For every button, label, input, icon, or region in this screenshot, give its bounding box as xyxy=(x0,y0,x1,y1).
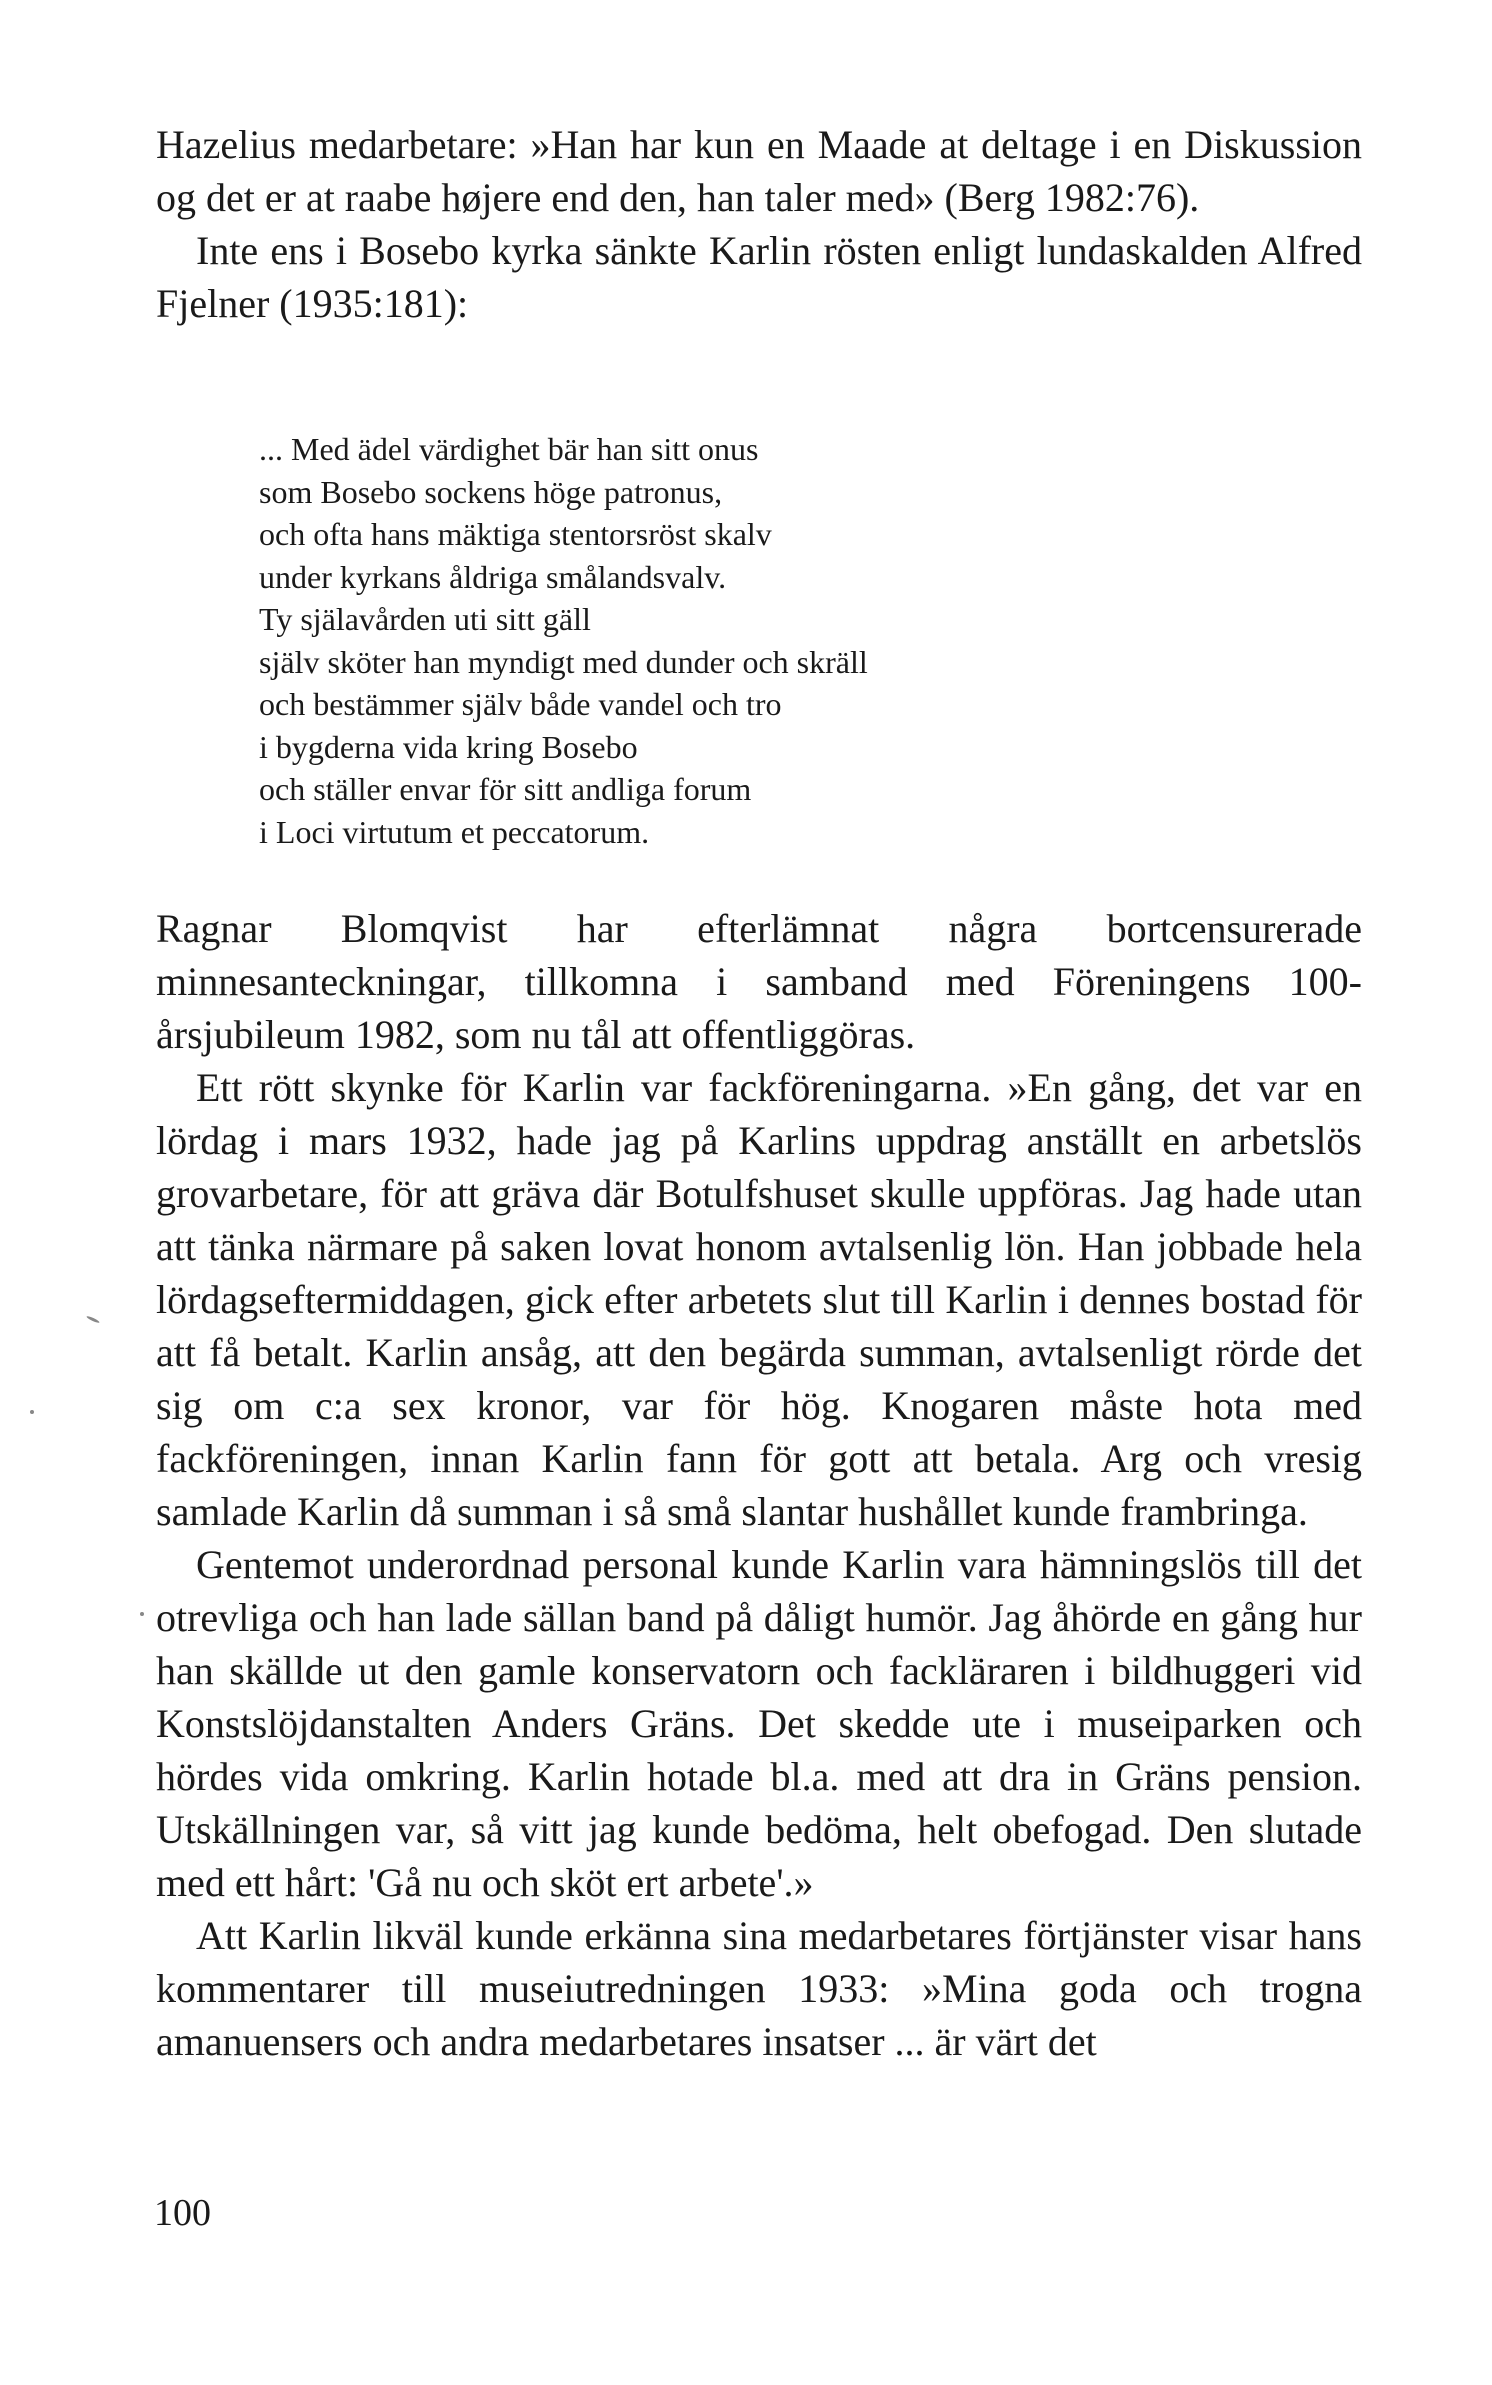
scan-speck xyxy=(140,1612,144,1616)
paragraph-bosebo-intro: Inte ens i Bosebo kyrka sänkte Karlin rösten enligt lundaskalden Alfred Fjelner (1935:181): xyxy=(156,228,1362,326)
poem-line: själv sköter han myndigt med dunder och skräll xyxy=(259,643,868,680)
body-text-block xyxy=(156,902,1362,2068)
scan-speck xyxy=(86,1315,100,1324)
paragraph-blomqvist: Ragnar Blomqvist har efterlämnat några bortcensurerade minnesanteckningar, tillkomna i samband med Föreningens 100-årsjubileum 1982, som nu tål att offentliggöras. xyxy=(156,906,1362,1057)
poem-line: och bestämmer själv både vandel och tro xyxy=(259,686,782,722)
paragraph-personal: Gentemot underordnad personal kunde Karlin vara hämningslös till det otrevliga och han lade sällan band på dåligt humör. Jag åhörde en gång hur han skällde ut den gamle konservatorn och fackläraren i bildhuggeri vid Konstslöjdanstalten Anders Gräns. Det skedde ute i museiparken och hördes vida omkring. Karlin hotade bl.a. med att dra in Gräns pension. Utskällningen var, så vitt jag kunde bedöma, helt obefogad. Den slutade med ett hårt: 'Gå nu och sköt ert arbete'.» xyxy=(156,1542,1362,1905)
poem-line: i bygderna vida kring Bosebo xyxy=(259,728,638,765)
intro-text-block xyxy=(156,118,1362,330)
poem-line: i Loci virtutum et peccatorum. xyxy=(259,813,650,850)
page-number: 100 xyxy=(154,2192,211,2234)
paragraph-museiutredning: Att Karlin likväl kunde erkänna sina medarbetares förtjänster visar hans kommentarer till museiutredningen 1933: »Mina goda och trogna amanuensers och andra medarbetares insatser ... är värt det xyxy=(156,1913,1362,2064)
poem-line: som Bosebo sockens höge patronus, xyxy=(259,473,723,510)
poem-quote xyxy=(259,428,868,853)
paragraph-fackforeningar: Ett rött skynke för Karlin var fackföreningarna. »En gång, det var en lördag i mars 1932, hade jag på Karlins uppdrag anställt en arbetslös grovarbetare, för att gräva där Botulfshuset skulle uppföras. Jag hade utan att tänka närmare på saken lovat honom avtalsenlig lön. Han jobbade hela lördagseftermiddagen, gick efter arbetets slut till Karlin i dennes bostad för att få betalt. Karlin ansåg, att den begärda summan, avtalsenligt rörde det sig om c:a sex kronor, var för hög. Knogaren måste hota med fackföreningen, innan Karlin fann för gott att betala. Arg och vresig samlade Karlin då summan i så små slantar hushållet kunde frambringa. xyxy=(156,1065,1362,1534)
paragraph-hazelius-quote: Hazelius medarbetare: »Han har kun en Maade at deltage i en Diskussion og det er at raabe højere end den, han taler med» (Berg 1982:76). xyxy=(156,122,1362,220)
poem-line: Ty själavården uti sitt gäll xyxy=(259,601,591,637)
poem-line: ... Med ädel värdighet bär han sitt onus xyxy=(259,431,759,467)
poem-line: under kyrkans åldriga smålandsvalv. xyxy=(259,558,727,595)
poem-line: och ofta hans mäktiga stentorsröst skalv xyxy=(259,516,772,552)
poem-line: och ställer envar för sitt andliga forum xyxy=(259,771,752,807)
scan-speck xyxy=(30,1410,34,1414)
